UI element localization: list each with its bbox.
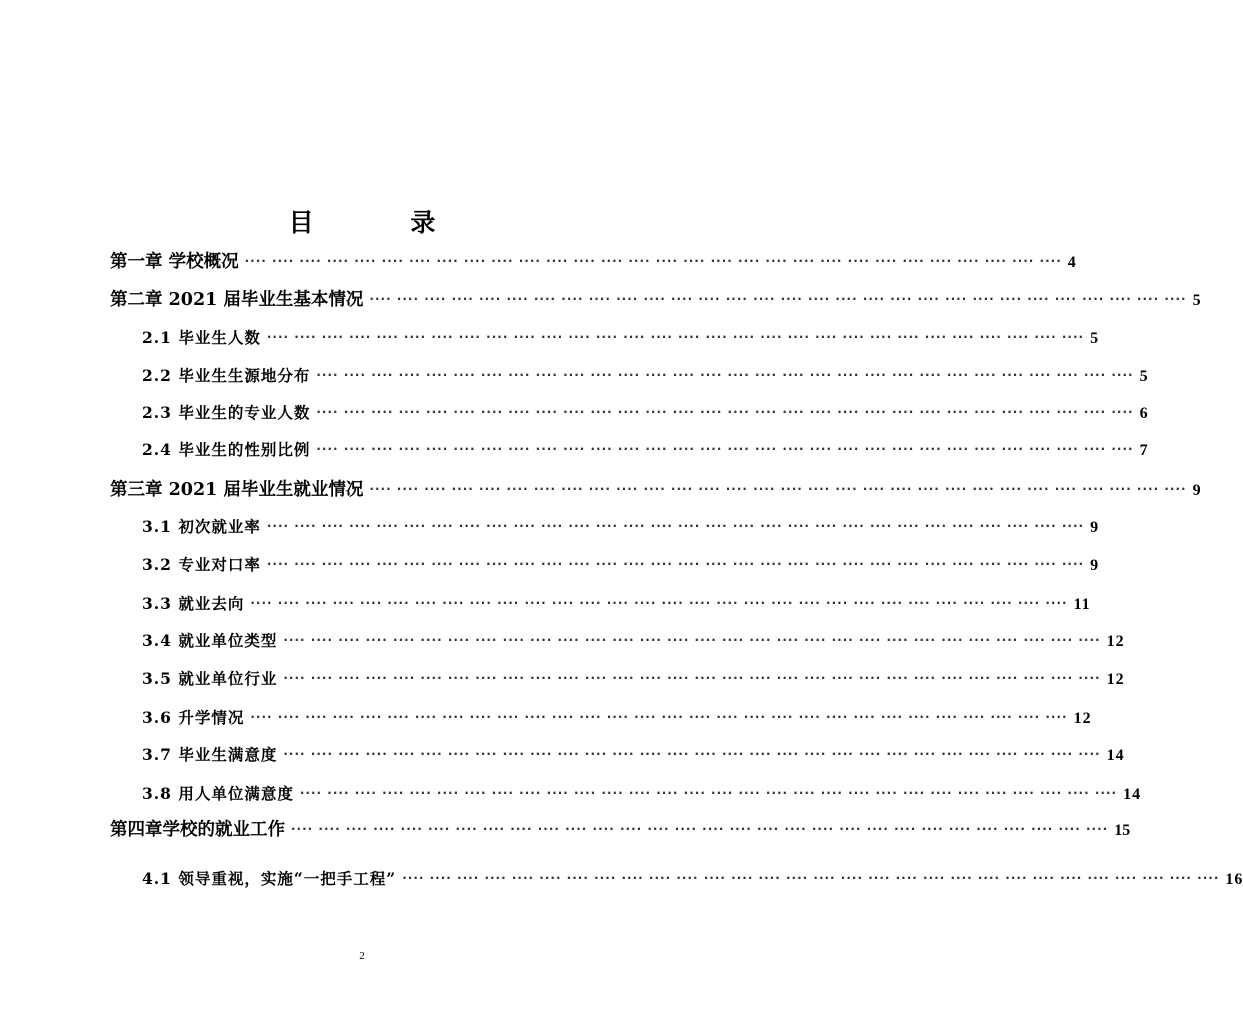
toc-entry-page: 9: [1192, 482, 1201, 499]
toc-entry-page: 12: [1073, 710, 1092, 727]
toc-entry-section-2-2[interactable]: [142, 364, 1149, 386]
toc-entry-section-2-4[interactable]: [142, 438, 1149, 460]
toc-leader-dots: ···· ···· ···· ···· ···· ···· ···· ···· ···· ···· ···· ···· ···· ···· ···· ···· ···· ···· ···· ···· ···· ···· ···· ···· ···· ···· ···· ···· ···· ····: [369, 291, 1187, 306]
toc-entry-page: 4: [1067, 254, 1076, 271]
toc-entry-label: 3.6 升学情况: [142, 708, 245, 727]
toc-entry-page: 14: [1106, 747, 1125, 764]
toc-entry-page: 11: [1073, 596, 1091, 613]
toc-leader-dots: ···· ···· ···· ···· ···· ···· ···· ···· ···· ···· ···· ···· ···· ···· ···· ···· ···· ···· ···· ···· ···· ···· ···· ···· ···· ···· ···· ···· ···· ····: [316, 368, 1134, 382]
toc-entry-page: 5: [1090, 330, 1100, 347]
toc-entry-page: 15: [1114, 822, 1131, 839]
toc-entry-label: 第四章学校的就业工作: [110, 820, 285, 840]
toc-leader-dots: ···· ···· ···· ···· ···· ···· ···· ···· ···· ···· ···· ···· ···· ···· ···· ···· ···· ···· ···· ···· ···· ···· ···· ···· ···· ···· ···· ···· ···· ····: [316, 442, 1134, 456]
toc-leader-dots: ···· ···· ···· ···· ···· ···· ···· ···· ···· ···· ···· ···· ···· ···· ···· ···· ···· ···· ···· ···· ···· ···· ···· ···· ···· ···· ···· ···· ···· ····: [266, 330, 1085, 344]
toc-leader-dots: ···· ···· ···· ···· ···· ···· ···· ···· ···· ···· ···· ···· ···· ···· ···· ···· ···· ···· ···· ···· ···· ···· ···· ···· ···· ···· ···· ···· ···· ····: [266, 557, 1085, 571]
toc-entry-label: 2.1 毕业生人数: [142, 328, 261, 347]
toc-entry-section-3-5[interactable]: [142, 667, 1125, 689]
toc-entry-label: 2.4 毕业生的性别比例: [142, 440, 311, 459]
toc-entry-label: 3.5 就业单位行业: [142, 669, 278, 688]
toc-leader-dots: ···· ···· ···· ···· ···· ···· ···· ···· ···· ···· ···· ···· ···· ···· ···· ···· ···· ···· ···· ···· ···· ···· ···· ···· ···· ···· ···· ···· ···· ····: [291, 821, 1109, 836]
toc-entry-section-3-2[interactable]: [142, 553, 1100, 575]
toc-entry-label: 3.4 就业单位类型: [142, 631, 278, 650]
toc-entry-label: 4.1 领导重视，实施“一把手工程”: [142, 869, 397, 888]
toc-leader-dots: ···· ···· ···· ···· ···· ···· ···· ···· ···· ···· ···· ···· ···· ···· ···· ···· ···· ···· ···· ···· ···· ···· ···· ···· ···· ···· ···· ···· ···· ····: [369, 481, 1187, 496]
toc-leader-dots: ···· ···· ···· ···· ···· ···· ···· ···· ···· ···· ···· ···· ···· ···· ···· ···· ···· ···· ···· ···· ···· ···· ···· ···· ···· ···· ···· ···· ···· ····: [402, 871, 1220, 885]
toc-entry-label: 3.7 毕业生满意度: [142, 745, 278, 764]
toc-entry-page: 7: [1139, 442, 1149, 459]
toc-leader-dots: ···· ···· ···· ···· ···· ···· ···· ···· ···· ···· ···· ···· ···· ···· ···· ···· ···· ···· ···· ···· ···· ···· ···· ···· ···· ···· ···· ···· ···· ····: [299, 786, 1118, 800]
toc-entry-page: 16: [1225, 871, 1243, 888]
toc-entry-label: 3.2 专业对口率: [142, 555, 261, 574]
toc-entry-section-3-3[interactable]: [142, 592, 1091, 614]
toc-entry-page: 12: [1106, 671, 1125, 688]
toc-entry-section-3-4[interactable]: [142, 629, 1125, 651]
toc-leader-dots: ···· ···· ···· ···· ···· ···· ···· ···· ···· ···· ···· ···· ···· ···· ···· ···· ···· ···· ···· ···· ···· ···· ···· ···· ···· ···· ···· ···· ···· ····: [266, 519, 1085, 533]
toc-entry-chapter-2[interactable]: [110, 286, 1201, 311]
toc-entry-page: 6: [1139, 405, 1149, 422]
toc-entry-chapter-3[interactable]: [110, 476, 1201, 501]
toc-entry-section-3-7[interactable]: [142, 743, 1125, 765]
toc-entry-label: 第二章 2021 届毕业生基本情况: [110, 290, 364, 310]
page-number: 2: [359, 950, 365, 962]
toc-entry-page: 12: [1106, 633, 1125, 650]
toc-leader-dots: ···· ···· ···· ···· ···· ···· ···· ···· ···· ···· ···· ···· ···· ···· ···· ···· ···· ···· ···· ···· ···· ···· ···· ···· ···· ···· ···· ···· ···· ····: [244, 253, 1062, 268]
toc-entry-section-2-1[interactable]: [142, 326, 1100, 348]
toc-entry-page: 9: [1090, 519, 1100, 536]
toc-entry-label: 2.2 毕业生生源地分布: [142, 366, 311, 385]
toc-entry-section-3-8[interactable]: [142, 782, 1142, 804]
toc-entry-page: 9: [1090, 557, 1100, 574]
toc-leader-dots: ···· ···· ···· ···· ···· ···· ···· ···· ···· ···· ···· ···· ···· ···· ···· ···· ···· ···· ···· ···· ···· ···· ···· ···· ···· ···· ···· ···· ···· ····: [250, 710, 1068, 724]
toc-entry-chapter-4[interactable]: [110, 816, 1131, 841]
toc-entry-section-4-1[interactable]: [142, 867, 1243, 889]
toc-entry-label: 3.1 初次就业率: [142, 517, 261, 536]
toc-entry-label: 第一章 学校概况: [110, 252, 239, 272]
toc-entry-page: 14: [1123, 786, 1142, 803]
toc-entry-page: 5: [1192, 292, 1201, 309]
toc-entry-label: 第三章 2021 届毕业生就业情况: [110, 480, 364, 500]
toc-leader-dots: ···· ···· ···· ···· ···· ···· ···· ···· ···· ···· ···· ···· ···· ···· ···· ···· ···· ···· ···· ···· ···· ···· ···· ···· ···· ···· ···· ···· ···· ····: [283, 633, 1101, 647]
toc-title: 目 录: [288, 208, 480, 237]
toc-entry-chapter-1[interactable]: [110, 248, 1076, 273]
toc-entry-page: 5: [1139, 368, 1149, 385]
toc-leader-dots: ···· ···· ···· ···· ···· ···· ···· ···· ···· ···· ···· ···· ···· ···· ···· ···· ···· ···· ···· ···· ···· ···· ···· ···· ···· ···· ···· ···· ···· ····: [283, 747, 1101, 761]
toc-entry-label: 3.3 就业去向: [142, 594, 245, 613]
toc-entry-section-3-1[interactable]: [142, 515, 1100, 537]
toc-entry-label: 3.8 用人单位满意度: [142, 784, 294, 803]
toc-leader-dots: ···· ···· ···· ···· ···· ···· ···· ···· ···· ···· ···· ···· ···· ···· ···· ···· ···· ···· ···· ···· ···· ···· ···· ···· ···· ···· ···· ···· ···· ····: [316, 405, 1134, 419]
toc-entry-label: 2.3 毕业生的专业人数: [142, 403, 311, 422]
toc-leader-dots: ···· ···· ···· ···· ···· ···· ···· ···· ···· ···· ···· ···· ···· ···· ···· ···· ···· ···· ···· ···· ···· ···· ···· ···· ···· ···· ···· ···· ···· ····: [283, 671, 1101, 685]
toc-entry-section-3-6[interactable]: [142, 706, 1092, 728]
toc-leader-dots: ···· ···· ···· ···· ···· ···· ···· ···· ···· ···· ···· ···· ···· ···· ···· ···· ···· ···· ···· ···· ···· ···· ···· ···· ···· ···· ···· ···· ···· ····: [250, 596, 1068, 610]
toc-entry-section-2-3[interactable]: [142, 401, 1149, 423]
